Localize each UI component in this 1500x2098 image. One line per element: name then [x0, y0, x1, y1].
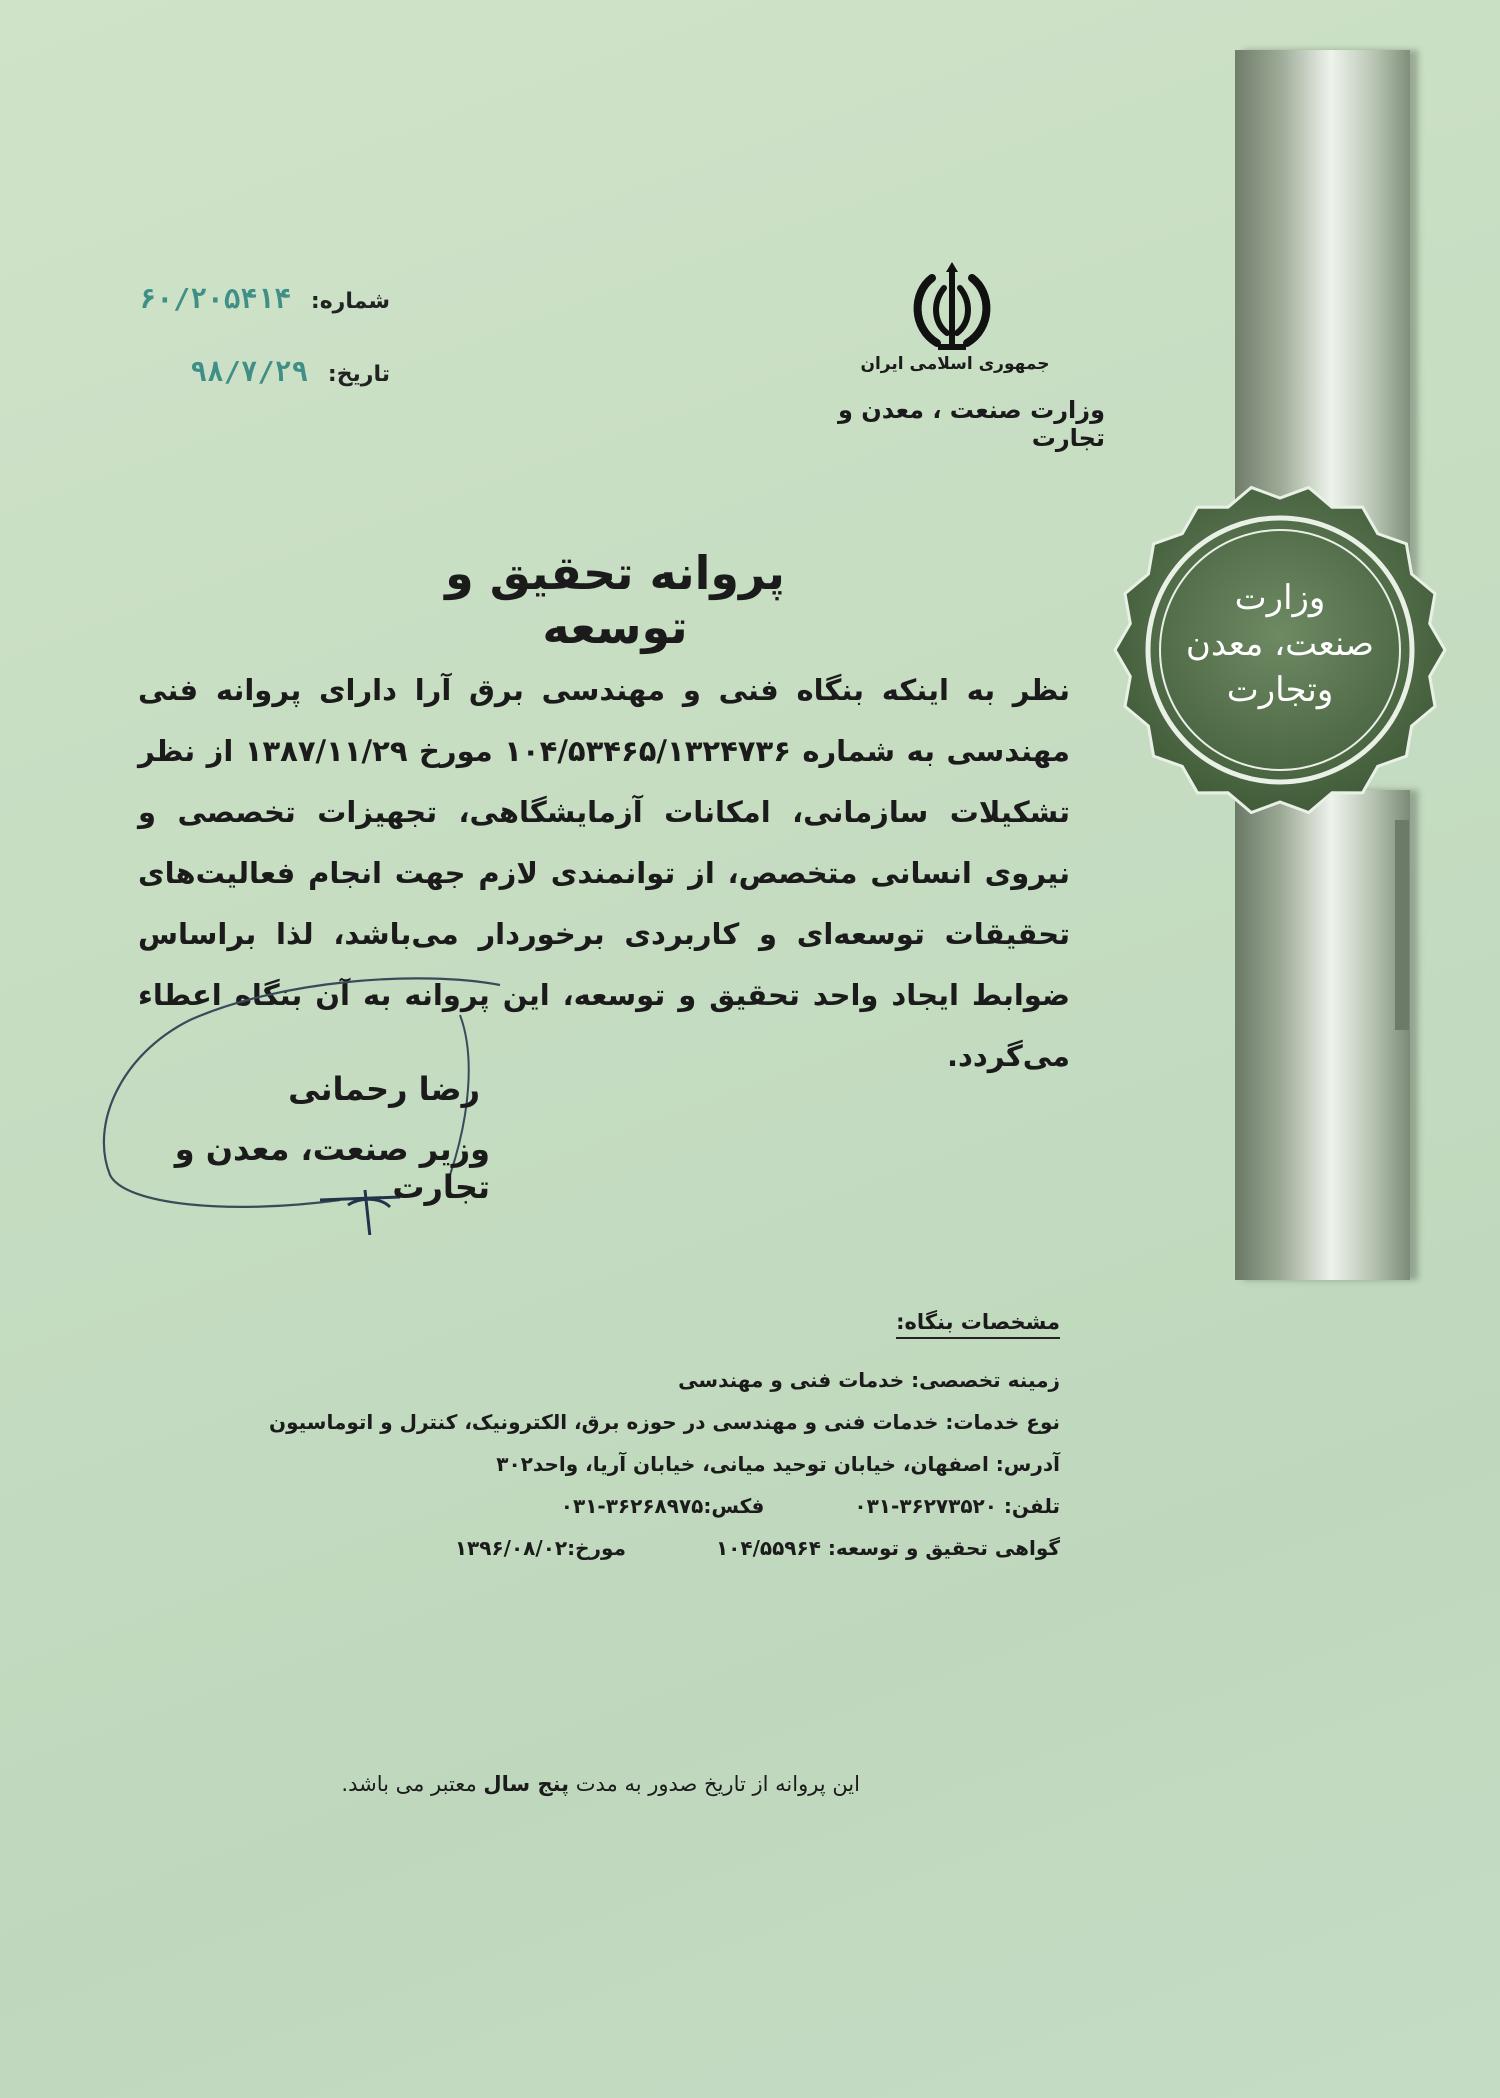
specs-certificate-row: [280, 1527, 1060, 1569]
specs-services: نوع خدمات: خدمات فنی و مهندسی در حوزه برق، الکترونیک، کنترل و اتوماسیون: [269, 1410, 1060, 1434]
number-value: ۶۰/۲۰۵۴۱۴: [139, 282, 292, 315]
specs-phone: تلفن: ۳۶۲۷۳۵۲۰-۰۳۱: [854, 1494, 1060, 1518]
validity-part-2: معتبر می باشد.: [341, 1772, 484, 1796]
validity-note: [280, 1772, 860, 1796]
country-name: جمهوری اسلامی ایران: [860, 354, 1050, 374]
decorative-ribbon-tail: [1395, 820, 1409, 1030]
specs-contact: [280, 1485, 1060, 1527]
seal-line-1: وزارت: [1234, 578, 1326, 618]
validity-part-1: این پروانه از تاریخ صدور به مدت: [569, 1772, 860, 1796]
specs-heading: مشخصات بنگاه:: [896, 1310, 1060, 1339]
seal-line-2: صنعت، معدن: [1185, 624, 1375, 664]
ministry-name: وزارت صنعت ، معدن و تجارت: [837, 396, 1105, 452]
document-date: [110, 355, 390, 388]
body-part-1: نظر به اینکه بنگاه: [778, 673, 1070, 707]
signatory-name: رضا رحمانی: [288, 1070, 480, 1108]
date-label: تاریخ:: [327, 362, 390, 387]
body-part-2: دارای پروانه فنی مهندسی به شماره ۱۰۴/۵۳۴۶۵/۱۳۲۴۷۳۶ مورخ ۱۳۸۷/۱۱/۲۹ از نظر تشکیلات سازمانی، امکانات آزمایشگاهی، تجهیزات تخصصی و نیروی انسانی متخصص، از توانمندی لازم جهت انجام فعالیت‌های تحقیقات توسعه‌ای و کاربردی برخوردار می‌باشد، لذا براساس ضوابط ایجاد واحد تحقیق و توسعه، این پروانه به آن بنگاه اعطاء می‌گردد.: [138, 673, 1070, 1073]
decorative-ribbon-lower: [1235, 790, 1410, 1280]
document-number: [90, 282, 390, 315]
validity-duration: پنج سال: [483, 1772, 570, 1796]
seal-line-3: وتجارت: [1226, 670, 1334, 710]
company-specs: [269, 1310, 1060, 1569]
seal-text: [1165, 575, 1395, 713]
page-title: پروانه تحقیق و توسعه: [445, 546, 785, 654]
specs-certificate: گواهی تحقیق و توسعه: ۱۰۴/۵۵۹۶۴: [715, 1536, 1060, 1560]
date-value: ۹۸/۷/۲۹: [190, 355, 309, 388]
signatory-title: وزیر صنعت، معدن و تجارت: [174, 1130, 490, 1206]
company-name: فنی و مهندسی برق آرا: [414, 673, 779, 707]
specs-fax: فکس:۳۶۲۶۸۹۷۵-۰۳۱: [560, 1494, 765, 1518]
iran-emblem-icon: [902, 258, 1002, 358]
specs-field: زمینه تخصصی: خدمات فنی و مهندسی: [678, 1368, 1060, 1392]
specs-certificate-date: مورخ:۱۳۹۶/۰۸/۰۲: [454, 1536, 626, 1560]
number-label: شماره:: [310, 289, 390, 314]
specs-address: آدرس: اصفهان، خیابان توحید میانی، خیابان آریا، واحد۳۰۲: [496, 1452, 1060, 1476]
